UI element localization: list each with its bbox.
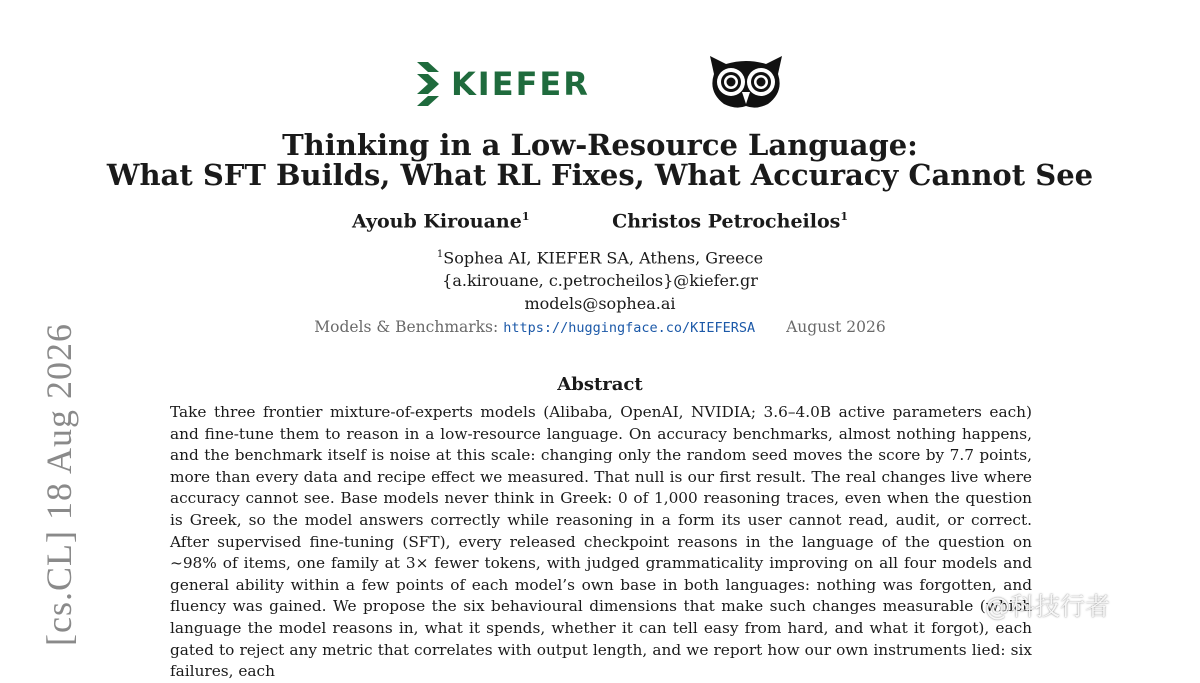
- owl-icon: [706, 52, 786, 110]
- meta-line: [0, 318, 1200, 336]
- huggingface-link[interactable]: https://huggingface.co/KIEFERSA: [503, 320, 756, 336]
- author-2: [612, 210, 848, 232]
- logo-row: [0, 52, 1200, 112]
- meta-label: Models & Benchmarks:: [314, 318, 499, 336]
- title-line-1: Thinking in a Low-Resource Language:: [282, 128, 918, 162]
- kiefer-mark-icon: [415, 60, 441, 108]
- kiefer-logo: [415, 60, 590, 108]
- affiliation-mark: 1: [521, 210, 530, 223]
- author-name: Christos Petrocheilos: [612, 210, 841, 233]
- title-line-2: What SFT Builds, What RL Fixes, What Accuracy Cannot See: [106, 158, 1094, 192]
- author-emails: {a.kirouane, c.petrocheilos}@kiefer.gr: [442, 271, 758, 291]
- abstract-body: Take three frontier mixture-of-experts models (Alibaba, OpenAI, NVIDIA; 3.6–4.0B active parameters each) and fine-tune them to reason in a low-resource language. On accuracy benchmarks, almost nothing happens, and the benchmark itself is noise at this scale: changing only the random seed moves the score by 7.7 points, more than every data and recipe effect we measured. That null is our first result. The real changes live where accuracy cannot see. Base models never think in Greek: 0 of 1,000 reasoning traces, even when the question is Greek, so the model answers correctly while reasoning in a form its user cannot read, audit, or correct. After supervised fine-tuning (SFT), every released checkpoint reasons in the language of the question on ~98% of items, one family at 3× fewer tokens, with judged grammaticality improving on all four models and general ability within a few points of each model’s own base in both languages: nothing was forgotten, and fluency was gained. We propose the six behavioural dimensions that make such changes measurable (which language the model reasons in, what it spends, whether it can tell easy from hard, and what it forgot), each gated to reject any metric that correlates with output length, and we report how our own instruments lied: six failures, each: [170, 403, 1032, 681]
- affiliation-mark: 1: [436, 249, 444, 260]
- abstract-heading: Abstract: [557, 374, 643, 395]
- affiliation-text: Sophea AI, KIEFER SA, Athens, Greece: [443, 248, 764, 268]
- arxiv-sidebar-stamp: [cs.CL] 18 Aug 2026: [39, 323, 79, 646]
- affiliation-block: [0, 243, 1200, 315]
- author-name: Ayoub Kirouane: [351, 210, 522, 233]
- watermark: @科技行者: [985, 592, 1111, 621]
- author-1: [352, 210, 530, 232]
- kiefer-wordmark: KIEFER: [451, 65, 590, 103]
- contact-email: models@sophea.ai: [524, 294, 676, 314]
- paper-title: [0, 130, 1200, 190]
- publication-date: August 2026: [786, 318, 886, 336]
- author-list: [0, 210, 1200, 232]
- affiliation-line: [0, 243, 1200, 269]
- affiliation-mark: 1: [840, 210, 848, 223]
